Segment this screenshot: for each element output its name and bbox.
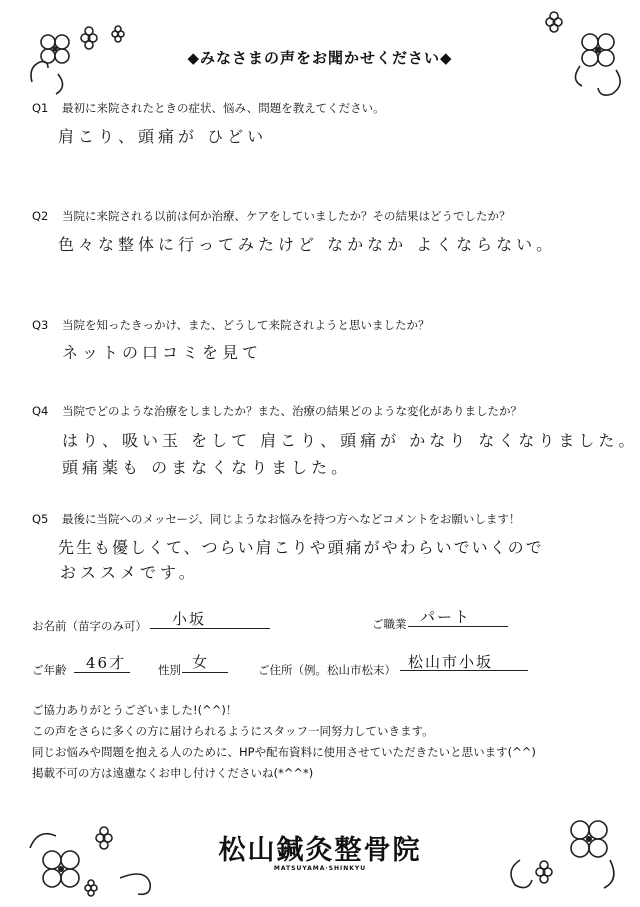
closing-line-1: ご協力ありがとうございました!(^^)！ (32, 703, 238, 717)
question-number: Q4 (32, 404, 49, 418)
question-number: Q3 (32, 318, 49, 332)
answer-1-line-1: 肩こり、頭痛が ひどい (58, 127, 268, 146)
closing-message (32, 700, 536, 784)
answer-5-line-2: おススメです。 (60, 563, 199, 582)
closing-line-2: この声をさらに多くの方に届けられるようにスタッフ一同努力していきます。 (32, 724, 434, 738)
clinic-logo: 松山鍼灸整骨院 (218, 835, 422, 866)
answer-4-line-2: 頭痛薬も のまなくなりました。 (62, 458, 352, 477)
question-1 (32, 100, 385, 116)
page-title: ◆みなさまの声をお聞かせください◆ (187, 49, 453, 67)
closing-line-4: 掲載不可の方は遠慮なくお申し付けくださいね(*^^*) (32, 766, 314, 780)
address-value: 松山市小坂 (408, 653, 494, 671)
question-text: 最初に来院されたときの症状、悩み、問題を教えてください。 (62, 101, 385, 115)
question-text: 当院を知ったきっかけ、また、どうして来院されようと思いましたか？ (62, 318, 430, 332)
age-value: 46才 (86, 654, 127, 672)
question-number: Q2 (32, 209, 49, 223)
name-underline (150, 628, 270, 629)
answer-5-line-1: 先生も優しくて、つらい肩こりや頭痛がやわらいでいくので (58, 538, 544, 557)
job-label: ご職業 (372, 617, 407, 631)
question-number: Q5 (32, 512, 49, 526)
sex-value: 女 (192, 653, 210, 671)
question-text: 当院でどのような治療をしましたか？また、治療の結果どのような変化がありましたか？ (62, 404, 522, 418)
question-text: 最後に当院へのメッセージ、同じようなお悩みを持つ方へなどコメントをお願いします！ (62, 512, 521, 526)
answer-3-line-1: ネットの口コミを見て (62, 343, 263, 362)
address-label: ご住所（例。松山市松末） (258, 663, 396, 677)
answer-4-line-1: はり、吸い玉 をして 肩こり、頭痛が かなり なくなりました。 (62, 431, 639, 450)
question-4 (32, 403, 522, 419)
sex-label: 性別 (158, 663, 181, 677)
closing-line-3: 同じお悩みや問題を抱える人のために、HPや配布資料に使用させていただきたいと思います(^^) (32, 745, 536, 759)
question-number: Q1 (32, 101, 49, 115)
sex-underline (182, 672, 228, 673)
name-label: お名前（苗字のみ可） (32, 619, 147, 633)
question-2 (32, 208, 511, 224)
answer-2-line-1: 色々な整体に行ってみたけど なかなか よくならない。 (58, 235, 557, 254)
address-underline (400, 670, 528, 671)
question-3 (32, 317, 430, 333)
age-underline (74, 672, 130, 673)
job-value: パート (420, 608, 472, 626)
job-underline (408, 626, 508, 627)
question-5 (32, 511, 520, 527)
age-label: ご年齢 (32, 663, 67, 677)
name-value: 小坂 (172, 610, 207, 628)
clinic-logo-subtitle: MATSUYAMA·SHINKYU (273, 865, 367, 872)
question-text: 当院に来院される以前は何か治療、ケアをしていましたか？その結果はどうでしたか？ (62, 209, 511, 223)
